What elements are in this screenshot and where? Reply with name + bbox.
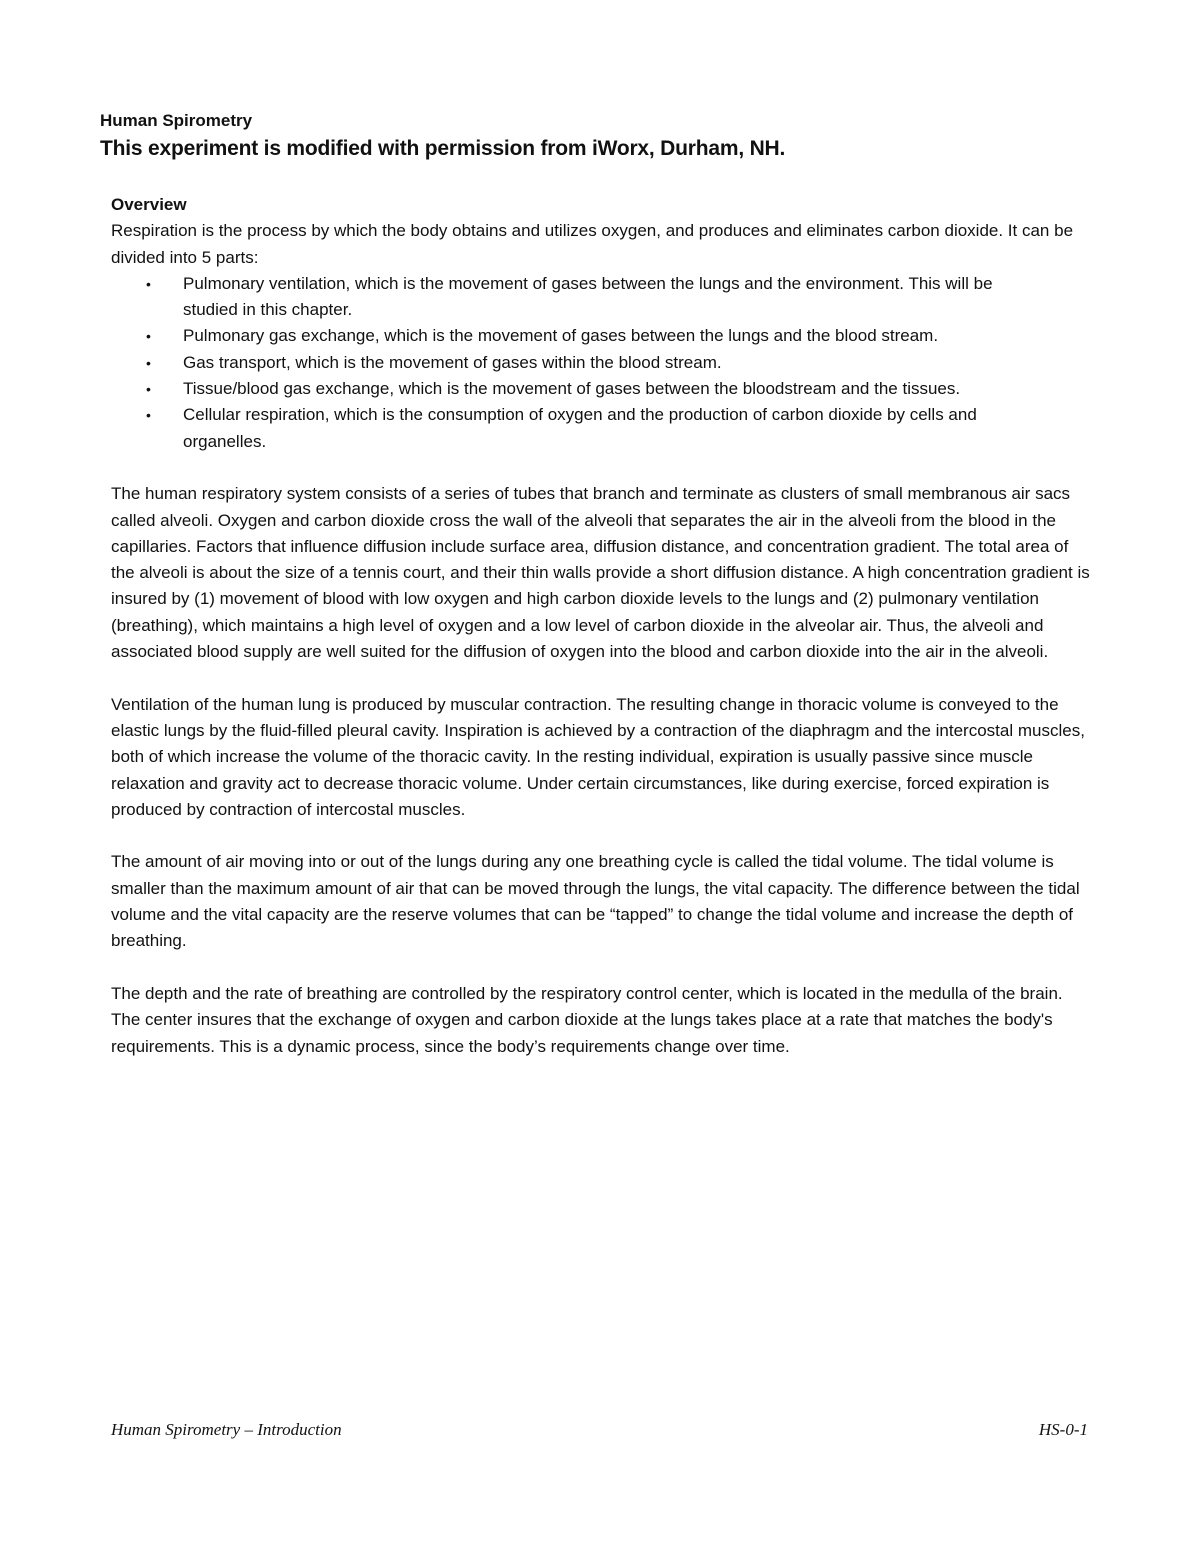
paragraph-ventilation: Ventilation of the human lung is produced by muscular contraction. The resulting change in thoracic volume is conveyed to the elastic lungs by the fluid-filled pleural cavity. Inspiration is achieved by a contraction of the diaphragm and the intercostal muscles, both of which increase the volume of the thoracic cavity. In the resting individual, expiration is usually passive since muscle relaxation and gravity act to decrease thoracic volume. Under certain circumstances, like during exercise, forced expiration is produced by contraction of intercostal muscles.: [111, 694, 1085, 819]
list-item: [111, 402, 1003, 455]
list-item-text: Tissue/blood gas exchange, which is the movement of gases between the bloodstream and the tissues.: [183, 379, 961, 399]
paragraph-respiratory-system: The human respiratory system consists of a series of tubes that branch and terminate as clusters of small membranous air sacs called alveoli. Oxygen and carbon dioxide cross the wall of the alveoli that separates the air in the alveoli from the blood in the capillaries. Factors that influence diffusion include surface area, diffusion distance, and concentration gradient. The total area of the alveoli is about the size of a tennis court, and their thin walls provide a short diffusion distance. A high concentration gradient is insured by (1) movement of blood with low oxygen and high carbon dioxide levels to the lungs and (2) pulmonary ventilation (breathing), which maintains a high level of oxygen and a low level of carbon dioxide in the alveolar air. Thus, the alveoli and associated blood supply are well suited for the diffusion of oxygen into the blood and carbon dioxide into the air in the alveoli.: [111, 484, 1090, 662]
list-item: [111, 271, 1003, 324]
footer-title: Human Spirometry – Introduction: [111, 1420, 342, 1439]
paragraph-tidal-volume: The amount of air moving into or out of the lungs during any one breathing cycle is called the tidal volume. The tidal volume is smaller than the maximum amount of air that can be moved through the lungs, the vital capacity. The difference between the tidal volume and the vital capacity are the reserve volumes that can be “tapped” to change the tidal volume and increase the depth of breathing.: [111, 852, 1080, 951]
section-heading-overview: Overview: [111, 195, 187, 214]
bullet-icon: •: [146, 354, 151, 371]
footer-page-number: HS-0-1: [1038, 1420, 1088, 1439]
document-subtitle: This experiment is modified with permission from iWorx, Durham, NH.: [100, 137, 786, 160]
overview-intro: Respiration is the process by which the body obtains and utilizes oxygen, and produces and eliminates carbon dioxide. It can be divided into 5 parts:: [111, 221, 1074, 267]
bullet-icon: •: [146, 381, 151, 398]
list-item: [111, 350, 1003, 376]
overview-parts-list: [111, 271, 1091, 455]
bullet-icon: •: [146, 407, 151, 424]
paragraph-control-center: The depth and the rate of breathing are controlled by the respiratory control center, which is located in the medulla of the brain. The center insures that the exchange of oxygen and carbon dioxide at the lungs takes place at a rate that matches the body's requirements. This is a dynamic process, since the body’s requirements change over time.: [111, 983, 1063, 1056]
list-item: [111, 323, 1003, 349]
bullet-icon: •: [146, 275, 151, 292]
list-item-text: Cellular respiration, which is the consumption of oxygen and the production of carbon dioxide by cells and organelles.: [183, 405, 977, 451]
list-item: [111, 376, 1003, 402]
list-item-text: Gas transport, which is the movement of gases within the blood stream.: [183, 352, 722, 372]
list-item-text: Pulmonary ventilation, which is the movement of gases between the lungs and the environment. This will be studied in this chapter.: [183, 273, 993, 320]
bullet-icon: •: [146, 328, 151, 345]
list-item-text: Pulmonary gas exchange, which is the movement of gases between the lungs and the blood stream.: [183, 326, 939, 346]
document-title: Human Spirometry: [100, 111, 253, 130]
document-body: [111, 192, 1091, 1060]
